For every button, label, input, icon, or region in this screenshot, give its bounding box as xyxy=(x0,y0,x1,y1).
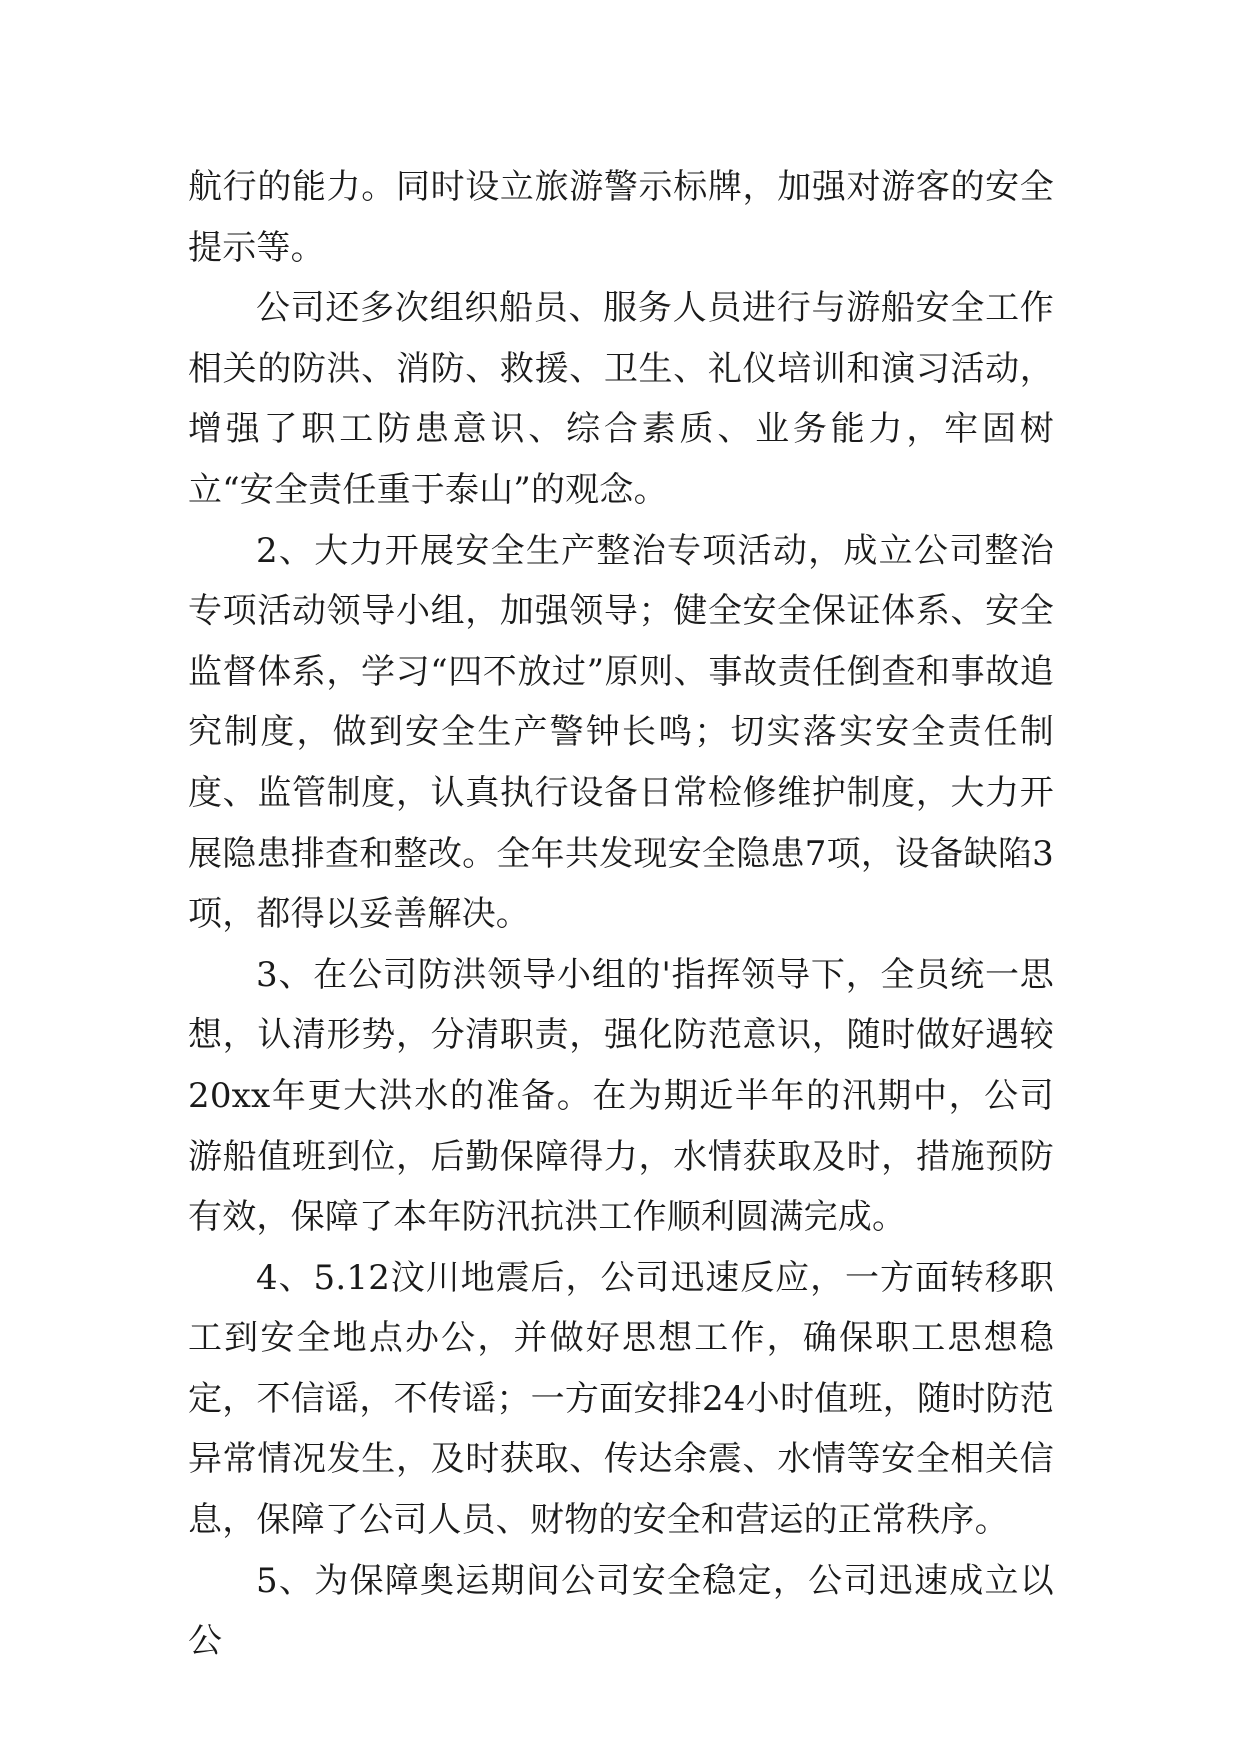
paragraph-3: 2、大力开展安全生产整治专项活动，成立公司整治专项活动领导小组，加强领导；健全安全保证体系、安全监督体系，学习“四不放过”原则、事故责任倒查和事故追究制度，做到安全生产警钟长鸣；切实落实安全责任制度、监管制度，认真执行设备日常检修维护制度，大力开展隐患排查和整改。全年共发现安全隐患7项，设备缺陷3项，都得以妥善解决。 xyxy=(188,530,1054,935)
paragraph-2: 公司还多次组织船员、服务人员进行与游船安全工作相关的防洪、消防、救援、卫生、礼仪培训和演习活动，增强了职工防患意识、综合素质、业务能力，牢固树立“安全责任重于泰山”的观念。 xyxy=(188,288,1054,510)
paragraph-1: 航行的能力。同时设立旅游警示标牌，加强对游客的安全提示等。 xyxy=(188,167,1054,268)
paragraph-4: 3、在公司防洪领导小组的'指挥领导下，全员统一思想，认清形势，分清职责，强化防范意识，随时做好遇较20xx年更大洪水的准备。在为期近半年的汛期中，公司游船值班到位，后勤保障得力，水情获取及时，措施预防有效，保障了本年防汛抗洪工作顺利圆满完成。 xyxy=(188,954,1054,1238)
paragraph-6: 5、为保障奥运期间公司安全稳定，公司迅速成立以公 xyxy=(188,1560,1054,1662)
body-text xyxy=(188,157,1054,1672)
paragraph-5: 4、5.12汶川地震后，公司迅速反应，一方面转移职工到安全地点办公，并做好思想工作，确保职工思想稳定，不信谣，不传谣；一方面安排24小时值班，随时防范异常情况发生，及时获取、传达余震、水情等安全相关信息，保障了公司人员、财物的安全和营运的正常秩序。 xyxy=(188,1257,1054,1541)
